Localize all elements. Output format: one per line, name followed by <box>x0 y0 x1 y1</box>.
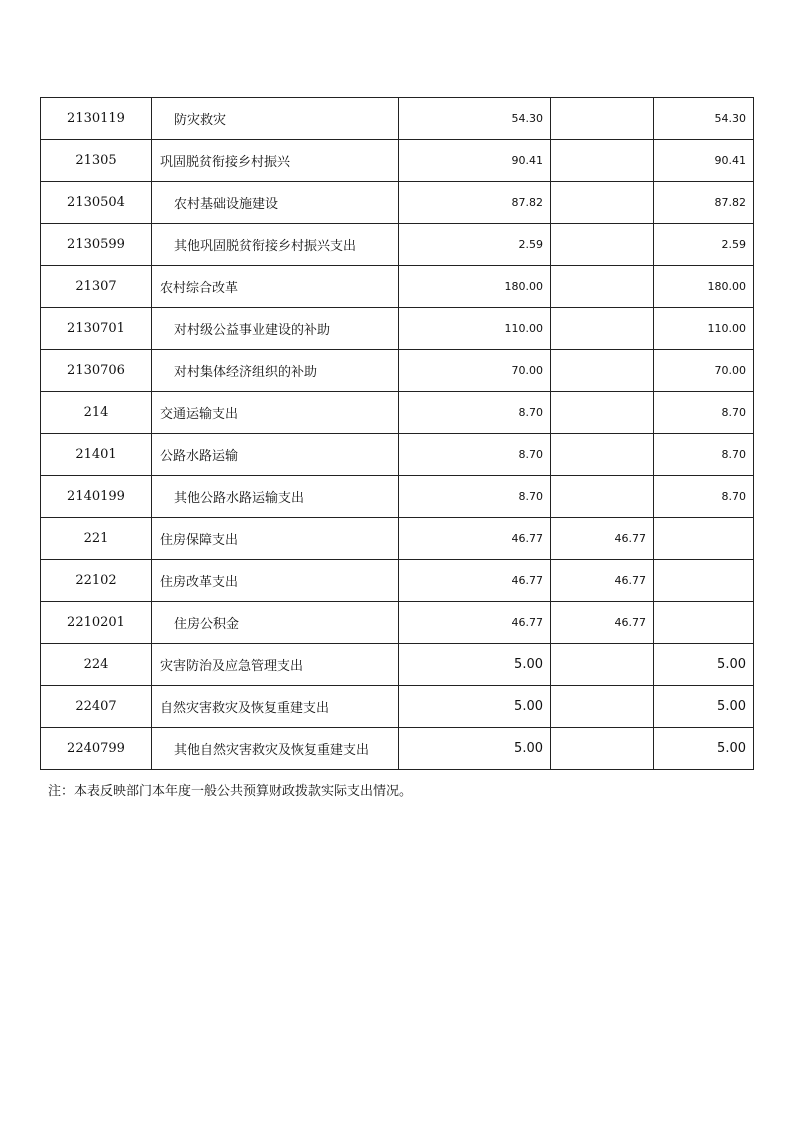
subject-name-cell: 自然灾害救灾及恢复重建支出 <box>152 686 399 728</box>
project-expenditure-cell <box>654 518 754 560</box>
subject-code-cell: 2130504 <box>41 182 152 224</box>
basic-expenditure-cell <box>551 224 654 266</box>
subject-name-cell: 公路水路运输 <box>152 434 399 476</box>
footnote: 注：本表反映部门本年度一般公共预算财政拨款实际支出情况。 <box>48 784 413 799</box>
project-expenditure-cell: 5.00 <box>654 644 754 686</box>
project-expenditure-cell: 70.00 <box>654 350 754 392</box>
subject-name-cell: 住房保障支出 <box>152 518 399 560</box>
total-amount-cell: 54.30 <box>399 98 551 140</box>
table-row <box>41 560 754 602</box>
basic-expenditure-cell <box>551 728 654 770</box>
basic-expenditure-cell: 46.77 <box>551 602 654 644</box>
table-row <box>41 518 754 560</box>
subject-name-cell: 其他自然灾害救灾及恢复重建支出 <box>152 728 399 770</box>
project-expenditure-cell: 5.00 <box>654 728 754 770</box>
total-amount-cell: 46.77 <box>399 518 551 560</box>
subject-code-cell: 22407 <box>41 686 152 728</box>
project-expenditure-cell: 54.30 <box>654 98 754 140</box>
table-row <box>41 686 754 728</box>
total-amount-cell: 70.00 <box>399 350 551 392</box>
total-amount-cell: 87.82 <box>399 182 551 224</box>
subject-name-cell: 住房改革支出 <box>152 560 399 602</box>
project-expenditure-cell: 8.70 <box>654 392 754 434</box>
subject-name-cell: 对村级公益事业建设的补助 <box>152 308 399 350</box>
subject-code-cell: 22102 <box>41 560 152 602</box>
subject-name-cell: 住房公积金 <box>152 602 399 644</box>
project-expenditure-cell: 90.41 <box>654 140 754 182</box>
project-expenditure-cell: 5.00 <box>654 686 754 728</box>
project-expenditure-cell <box>654 560 754 602</box>
subject-name-cell: 其他公路水路运输支出 <box>152 476 399 518</box>
basic-expenditure-cell <box>551 98 654 140</box>
subject-name-cell: 农村基础设施建设 <box>152 182 399 224</box>
table-row <box>41 98 754 140</box>
table-row <box>41 182 754 224</box>
table-row <box>41 140 754 182</box>
table-body <box>41 98 754 770</box>
total-amount-cell: 46.77 <box>399 602 551 644</box>
subject-name-cell: 交通运输支出 <box>152 392 399 434</box>
basic-expenditure-cell <box>551 686 654 728</box>
subject-code-cell: 2130599 <box>41 224 152 266</box>
table-row <box>41 224 754 266</box>
table-row <box>41 644 754 686</box>
project-expenditure-cell <box>654 602 754 644</box>
project-expenditure-cell: 110.00 <box>654 308 754 350</box>
project-expenditure-cell: 8.70 <box>654 434 754 476</box>
subject-name-cell: 农村综合改革 <box>152 266 399 308</box>
basic-expenditure-cell <box>551 350 654 392</box>
basic-expenditure-cell <box>551 308 654 350</box>
subject-name-cell: 其他巩固脱贫衔接乡村振兴支出 <box>152 224 399 266</box>
subject-code-cell: 2240799 <box>41 728 152 770</box>
basic-expenditure-cell <box>551 140 654 182</box>
total-amount-cell: 90.41 <box>399 140 551 182</box>
subject-name-cell: 对村集体经济组织的补助 <box>152 350 399 392</box>
expenditure-table <box>40 97 754 770</box>
table-row <box>41 392 754 434</box>
project-expenditure-cell: 87.82 <box>654 182 754 224</box>
subject-code-cell: 2210201 <box>41 602 152 644</box>
total-amount-cell: 2.59 <box>399 224 551 266</box>
subject-code-cell: 2130119 <box>41 98 152 140</box>
total-amount-cell: 5.00 <box>399 728 551 770</box>
subject-code-cell: 2130701 <box>41 308 152 350</box>
basic-expenditure-cell <box>551 644 654 686</box>
subject-code-cell: 221 <box>41 518 152 560</box>
expenditure-table-container <box>40 97 753 770</box>
table-row <box>41 434 754 476</box>
total-amount-cell: 180.00 <box>399 266 551 308</box>
project-expenditure-cell: 2.59 <box>654 224 754 266</box>
project-expenditure-cell: 8.70 <box>654 476 754 518</box>
total-amount-cell: 5.00 <box>399 686 551 728</box>
subject-code-cell: 21401 <box>41 434 152 476</box>
subject-code-cell: 2140199 <box>41 476 152 518</box>
basic-expenditure-cell <box>551 434 654 476</box>
table-row <box>41 308 754 350</box>
subject-code-cell: 21305 <box>41 140 152 182</box>
table-row <box>41 476 754 518</box>
basic-expenditure-cell <box>551 182 654 224</box>
table-row <box>41 728 754 770</box>
basic-expenditure-cell <box>551 392 654 434</box>
total-amount-cell: 46.77 <box>399 560 551 602</box>
total-amount-cell: 8.70 <box>399 476 551 518</box>
table-row <box>41 266 754 308</box>
subject-name-cell: 灾害防治及应急管理支出 <box>152 644 399 686</box>
basic-expenditure-cell: 46.77 <box>551 560 654 602</box>
table-row <box>41 350 754 392</box>
total-amount-cell: 8.70 <box>399 392 551 434</box>
total-amount-cell: 110.00 <box>399 308 551 350</box>
basic-expenditure-cell: 46.77 <box>551 518 654 560</box>
project-expenditure-cell: 180.00 <box>654 266 754 308</box>
subject-name-cell: 巩固脱贫衔接乡村振兴 <box>152 140 399 182</box>
subject-code-cell: 2130706 <box>41 350 152 392</box>
basic-expenditure-cell <box>551 266 654 308</box>
total-amount-cell: 8.70 <box>399 434 551 476</box>
subject-code-cell: 224 <box>41 644 152 686</box>
basic-expenditure-cell <box>551 476 654 518</box>
total-amount-cell: 5.00 <box>399 644 551 686</box>
subject-code-cell: 21307 <box>41 266 152 308</box>
subject-code-cell: 214 <box>41 392 152 434</box>
table-row <box>41 602 754 644</box>
subject-name-cell: 防灾救灾 <box>152 98 399 140</box>
